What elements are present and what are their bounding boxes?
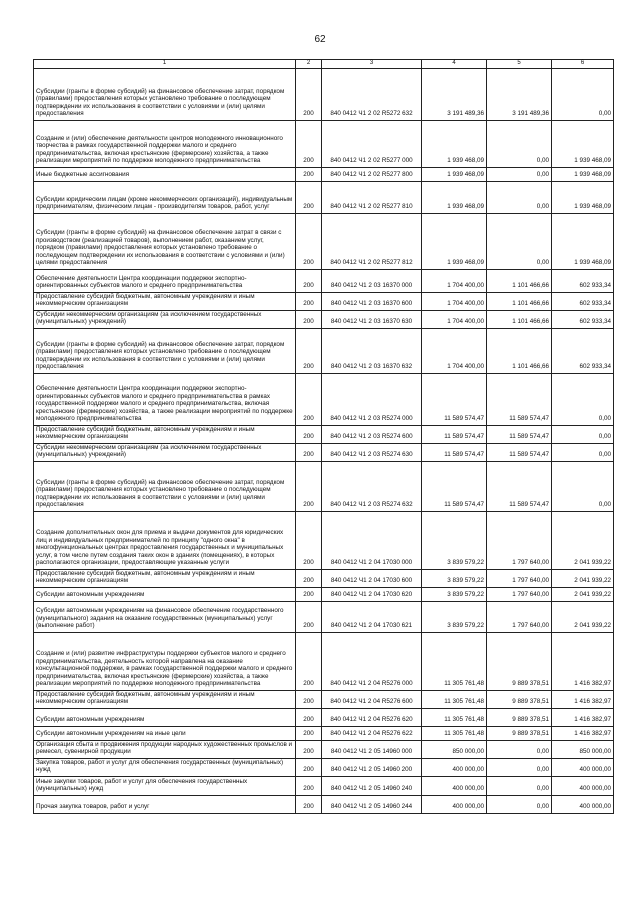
amount-remaining: 1 416 382,97	[552, 690, 614, 708]
amount-remaining: 850 000,00	[552, 740, 614, 758]
amount-executed: 3 191 489,36	[487, 68, 552, 120]
line-item-name: Прочая закупка товаров, работ и услуг	[34, 795, 296, 813]
amount-executed: 1 101 466,66	[487, 269, 552, 292]
budget-classification-code: 840 0412 Ч1 2 04 17030 621	[322, 601, 422, 632]
table-row	[34, 726, 614, 740]
line-code: 200	[296, 569, 322, 587]
amount-remaining: 2 041 939,22	[552, 569, 614, 587]
line-item-name: Субсидии юридическим лицам (кроме некоммерческих организаций), индивидуальным предпринимателям, физическим лицам - производителям товаров, работ, услуг	[34, 181, 296, 213]
amount-remaining: 1 939 468,09	[552, 181, 614, 213]
table-row	[34, 181, 614, 213]
budget-classification-code: 840 0412 Ч1 2 03 16370 630	[322, 310, 422, 328]
line-code: 200	[296, 511, 322, 569]
line-code: 200	[296, 213, 322, 269]
amount-executed: 1 797 640,00	[487, 587, 552, 601]
line-item-name: Иные бюджетные ассигнования	[34, 167, 296, 181]
table-row	[34, 740, 614, 758]
amount-remaining: 602 933,34	[552, 269, 614, 292]
budget-classification-code: 840 0412 Ч1 2 04 R5276 600	[322, 690, 422, 708]
amount-executed: 9 889 378,51	[487, 690, 552, 708]
budget-classification-code: 840 0412 Ч1 2 03 R5274 600	[322, 425, 422, 443]
amount-remaining: 400 000,00	[552, 758, 614, 776]
amount-approved: 11 589 574,47	[422, 425, 487, 443]
line-item-name: Субсидии автономным учреждениям	[34, 708, 296, 726]
amount-executed: 0,00	[487, 213, 552, 269]
amount-executed: 0,00	[487, 758, 552, 776]
line-code: 200	[296, 292, 322, 310]
table-row	[34, 601, 614, 632]
line-code: 200	[296, 328, 322, 373]
amount-executed: 1 797 640,00	[487, 601, 552, 632]
table-row	[34, 795, 614, 813]
amount-remaining: 0,00	[552, 461, 614, 511]
amount-remaining: 1 939 468,09	[552, 167, 614, 181]
column-number: 2	[296, 60, 322, 69]
line-item-name: Иные закупки товаров, работ и услуг для обеспечения государственных (муниципальных) нужд	[34, 776, 296, 795]
budget-classification-code: 840 0412 Ч1 2 03 16370 000	[322, 269, 422, 292]
amount-remaining: 400 000,00	[552, 795, 614, 813]
amount-remaining: 1 416 382,97	[552, 708, 614, 726]
amount-remaining: 0,00	[552, 425, 614, 443]
line-item-name: Организация сбыта и продвижения продукции народных художественных промыслов и ремесел, сувенирной продукции	[34, 740, 296, 758]
budget-classification-code: 840 0412 Ч1 2 04 R5276 620	[322, 708, 422, 726]
amount-executed: 1 101 466,66	[487, 328, 552, 373]
line-item-name: Субсидии автономным учреждениям	[34, 587, 296, 601]
budget-classification-code: 840 0412 Ч1 2 04 17030 000	[322, 511, 422, 569]
budget-classification-code: 840 0412 Ч1 2 03 16370 600	[322, 292, 422, 310]
page-number: 62	[314, 34, 326, 45]
line-item-name: Субсидии автономным учреждениям на иные цели	[34, 726, 296, 740]
amount-approved: 1 939 468,09	[422, 181, 487, 213]
table-row	[34, 373, 614, 425]
amount-remaining: 0,00	[552, 373, 614, 425]
amount-remaining: 0,00	[552, 443, 614, 461]
amount-executed: 0,00	[487, 795, 552, 813]
line-item-name: Обеспечение деятельности Центра координации поддержки экспортно-ориентированных субъектов малого и среднего предпринимательства в рамках государственной поддержки малого и среднего предпринимательства, включая крестьянские (фермерские) хозяйства, а также реализации мероприятий по поддержке молодежного предпринимательства	[34, 373, 296, 425]
amount-approved: 1 939 468,09	[422, 120, 487, 167]
table-row	[34, 120, 614, 167]
table-row	[34, 587, 614, 601]
amount-approved: 1 704 400,00	[422, 269, 487, 292]
amount-approved: 1 704 400,00	[422, 292, 487, 310]
amount-executed: 0,00	[487, 776, 552, 795]
amount-executed: 1 101 466,66	[487, 310, 552, 328]
amount-approved: 850 000,00	[422, 740, 487, 758]
amount-approved: 11 305 761,48	[422, 632, 487, 690]
line-code: 200	[296, 269, 322, 292]
amount-remaining: 602 933,34	[552, 328, 614, 373]
budget-table	[33, 59, 614, 814]
line-item-name: Предоставление субсидий бюджетным, автономным учреждениям и иным некоммерческим организациям	[34, 425, 296, 443]
amount-executed: 0,00	[487, 740, 552, 758]
amount-executed: 9 889 378,51	[487, 708, 552, 726]
table-row	[34, 292, 614, 310]
amount-remaining: 2 041 939,22	[552, 587, 614, 601]
budget-classification-code: 840 0412 Ч1 2 04 17030 620	[322, 587, 422, 601]
amount-approved: 11 589 574,47	[422, 443, 487, 461]
amount-remaining: 1 939 468,09	[552, 213, 614, 269]
column-number: 3	[322, 60, 422, 69]
table-row	[34, 690, 614, 708]
amount-executed: 11 589 574,47	[487, 443, 552, 461]
budget-classification-code: 840 0412 Ч1 2 04 R5276 000	[322, 632, 422, 690]
line-code: 200	[296, 310, 322, 328]
amount-approved: 400 000,00	[422, 776, 487, 795]
column-number: 5	[487, 60, 552, 69]
line-code: 200	[296, 740, 322, 758]
line-item-name: Создание и (или) обеспечение деятельности центров молодежного инновационного творчества в рамках государственной поддержки малого и среднего предпринимательства, включая крестьянские (фермерские) хозяйства, а также реализации мероприятий по поддержке молодежного предпринимательства	[34, 120, 296, 167]
amount-approved: 1 704 400,00	[422, 310, 487, 328]
table-row	[34, 632, 614, 690]
table-row	[34, 68, 614, 120]
amount-executed: 0,00	[487, 120, 552, 167]
column-number-row	[34, 60, 614, 69]
line-code: 200	[296, 587, 322, 601]
line-item-name: Субсидии (гранты в форме субсидий) на финансовое обеспечение затрат, порядком (правилами) предоставления которых установлено требование о последующем подтверждении их использования в соответствии с условиями и (или) целями предоставления	[34, 328, 296, 373]
table-row	[34, 213, 614, 269]
amount-approved: 3 839 579,22	[422, 569, 487, 587]
column-number: 6	[552, 60, 614, 69]
amount-remaining: 1 939 468,09	[552, 120, 614, 167]
table-row	[34, 425, 614, 443]
line-item-name: Субсидии некоммерческим организациям (за исключением государственных (муниципальных) учреждений)	[34, 310, 296, 328]
line-item-name: Закупка товаров, работ и услуг для обеспечения государственных (муниципальных) нужд	[34, 758, 296, 776]
budget-classification-code: 840 0412 Ч1 2 05 14960 240	[322, 776, 422, 795]
budget-classification-code: 840 0412 Ч1 2 02 R5277 810	[322, 181, 422, 213]
amount-executed: 11 589 574,47	[487, 425, 552, 443]
amount-approved: 3 839 579,22	[422, 587, 487, 601]
line-item-name: Предоставление субсидий бюджетным, автономным учреждениям и иным некоммерческим организациям	[34, 690, 296, 708]
amount-approved: 3 839 579,22	[422, 511, 487, 569]
amount-remaining: 1 416 382,97	[552, 726, 614, 740]
line-code: 200	[296, 461, 322, 511]
line-item-name: Субсидии (гранты в форме субсидий) на финансовое обеспечение затрат, порядком (правилами) предоставления которых установлено требование о последующем подтверждении их использования в соответствии с условиями и (или) целями предоставления	[34, 68, 296, 120]
amount-approved: 11 305 761,48	[422, 690, 487, 708]
line-code: 200	[296, 601, 322, 632]
line-item-name: Субсидии (гранты в форме субсидий) на финансовое обеспечение затрат в связи с производством (реализацией товаров), выполнением работ, оказанием услуг, порядком (правилами) предоставления которых установлено требование о последующем подтверждении их использования в соответствии с условиями и (или) целями предоставления	[34, 213, 296, 269]
budget-classification-code: 840 0412 Ч1 2 05 14960 244	[322, 795, 422, 813]
line-code: 200	[296, 373, 322, 425]
amount-remaining: 2 041 939,22	[552, 601, 614, 632]
line-item-name: Создание дополнительных окон для приема и выдачи документов для юридических лиц и индивидуальных предпринимателей по принципу "одного окна" в многофункциональных центрах предоставления государственных и муниципальных услуг, в том числе путем создания таких окон в зданиях (помещениях), в которых располагаются организации, предоставляющие указанные услуги	[34, 511, 296, 569]
line-code: 200	[296, 167, 322, 181]
amount-approved: 11 305 761,48	[422, 726, 487, 740]
budget-classification-code: 840 0412 Ч1 2 03 R5274 000	[322, 373, 422, 425]
budget-classification-code: 840 0412 Ч1 2 03 R5274 630	[322, 443, 422, 461]
amount-approved: 1 939 468,09	[422, 213, 487, 269]
amount-executed: 11 589 574,47	[487, 461, 552, 511]
line-code: 200	[296, 68, 322, 120]
line-code: 200	[296, 758, 322, 776]
table-row	[34, 443, 614, 461]
table-row	[34, 167, 614, 181]
budget-classification-code: 840 0412 Ч1 2 04 R5276 622	[322, 726, 422, 740]
budget-classification-code: 840 0412 Ч1 2 04 17030 600	[322, 569, 422, 587]
table-row	[34, 328, 614, 373]
line-item-name: Субсидии (гранты в форме субсидий) на финансовое обеспечение затрат, порядком (правилами) предоставления которых установлено требование о последующем подтверждении их использования в соответствии с условиями и (или) целями предоставления	[34, 461, 296, 511]
amount-approved: 400 000,00	[422, 795, 487, 813]
table-row	[34, 461, 614, 511]
line-code: 200	[296, 120, 322, 167]
amount-remaining: 2 041 939,22	[552, 511, 614, 569]
budget-classification-code: 840 0412 Ч1 2 02 R5277 812	[322, 213, 422, 269]
amount-approved: 400 000,00	[422, 758, 487, 776]
amount-executed: 1 797 640,00	[487, 569, 552, 587]
amount-executed: 11 589 574,47	[487, 373, 552, 425]
budget-classification-code: 840 0412 Ч1 2 03 R5274 632	[322, 461, 422, 511]
line-code: 200	[296, 425, 322, 443]
amount-approved: 3 191 489,36	[422, 68, 487, 120]
amount-approved: 11 589 574,47	[422, 461, 487, 511]
amount-remaining: 602 933,34	[552, 310, 614, 328]
budget-classification-code: 840 0412 Ч1 2 02 R5277 800	[322, 167, 422, 181]
budget-classification-code: 840 0412 Ч1 2 02 R5272 632	[322, 68, 422, 120]
amount-approved: 3 839 579,22	[422, 601, 487, 632]
line-code: 200	[296, 795, 322, 813]
table-row	[34, 269, 614, 292]
table-row	[34, 776, 614, 795]
line-code: 200	[296, 181, 322, 213]
budget-classification-code: 840 0412 Ч1 2 03 16370 632	[322, 328, 422, 373]
amount-approved: 1 704 400,00	[422, 328, 487, 373]
amount-executed: 9 889 378,51	[487, 726, 552, 740]
amount-remaining: 0,00	[552, 68, 614, 120]
table-row	[34, 310, 614, 328]
line-code: 200	[296, 632, 322, 690]
amount-approved: 11 589 574,47	[422, 373, 487, 425]
line-item-name: Субсидии автономным учреждениям на финансовое обеспечение государственного (муниципального) задания на оказание государственных (муниципальных) услуг (выполнение работ)	[34, 601, 296, 632]
table-row	[34, 708, 614, 726]
amount-remaining: 400 000,00	[552, 776, 614, 795]
amount-executed: 0,00	[487, 167, 552, 181]
amount-executed: 1 797 640,00	[487, 511, 552, 569]
line-item-name: Создание и (или) развитие инфраструктуры поддержки субъектов малого и среднего предпринимательства, деятельность которой направлена на оказание консультационной поддержки, в рамках государственной поддержки малого и среднего предпринимательства, включая крестьянские (фермерские) хозяйства, а также реализации мероприятий по поддержке молодежного предпринимательства	[34, 632, 296, 690]
amount-executed: 0,00	[487, 181, 552, 213]
line-code: 200	[296, 776, 322, 795]
amount-approved: 1 939 468,09	[422, 167, 487, 181]
line-item-name: Субсидии некоммерческим организациям (за исключением государственных (муниципальных) учреждений)	[34, 443, 296, 461]
budget-classification-code: 840 0412 Ч1 2 02 R5277 000	[322, 120, 422, 167]
column-number: 4	[422, 60, 487, 69]
line-item-name: Обеспечение деятельности Центра координации поддержки экспортно-ориентированных субъектов малого и среднего предпринимательства	[34, 269, 296, 292]
budget-classification-code: 840 0412 Ч1 2 05 14960 000	[322, 740, 422, 758]
line-item-name: Предоставление субсидий бюджетным, автономным учреждениям и иным некоммерческим организациям	[34, 292, 296, 310]
amount-remaining: 602 933,34	[552, 292, 614, 310]
line-code: 200	[296, 708, 322, 726]
line-item-name: Предоставление субсидий бюджетным, автономным учреждениям и иным некоммерческим организациям	[34, 569, 296, 587]
table-row	[34, 569, 614, 587]
amount-approved: 11 305 761,48	[422, 708, 487, 726]
line-code: 200	[296, 690, 322, 708]
line-code: 200	[296, 726, 322, 740]
budget-classification-code: 840 0412 Ч1 2 05 14960 200	[322, 758, 422, 776]
table-row	[34, 511, 614, 569]
amount-executed: 1 101 466,66	[487, 292, 552, 310]
amount-remaining: 1 416 382,97	[552, 632, 614, 690]
column-number: 1	[34, 60, 296, 69]
table-row	[34, 758, 614, 776]
line-code: 200	[296, 443, 322, 461]
amount-executed: 9 889 378,51	[487, 632, 552, 690]
